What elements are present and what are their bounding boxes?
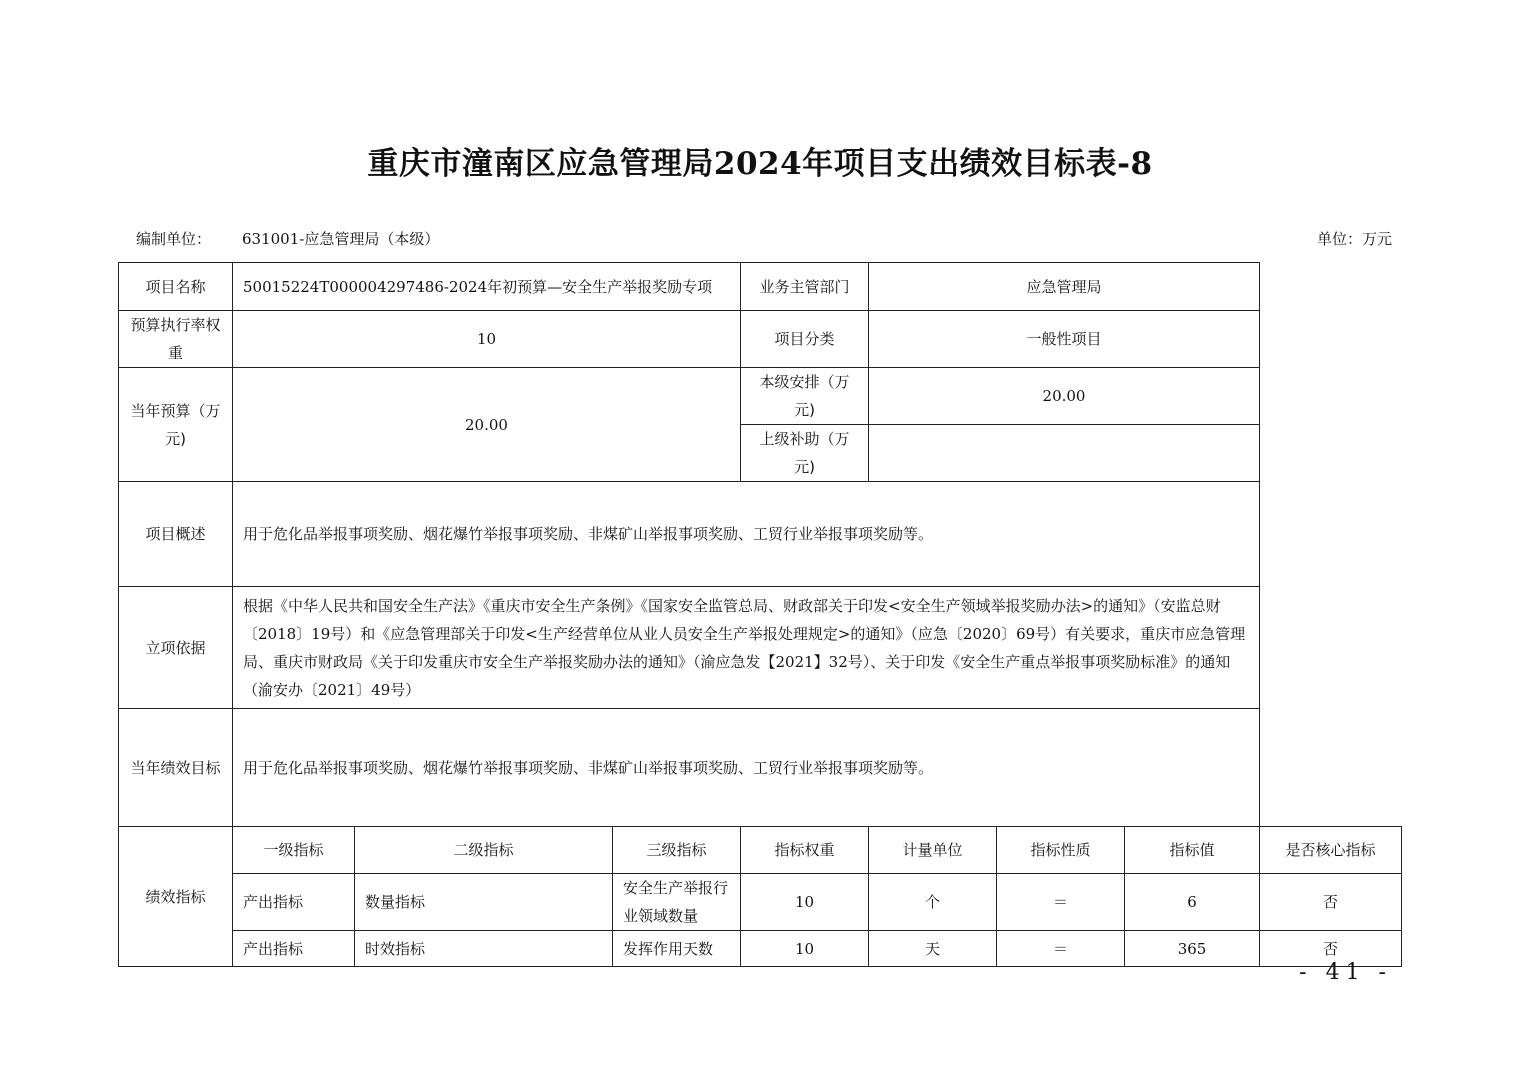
local-value: 20.00 xyxy=(869,368,1260,425)
basis-row xyxy=(119,587,1402,709)
header-level2: 二级指标 xyxy=(355,827,613,874)
exec-rate-label: 预算执行率权重 xyxy=(119,311,233,368)
compiler-unit-value: 631001-应急管理局（本级） xyxy=(242,230,440,248)
indicator-nature: ＝ xyxy=(997,874,1125,931)
overview-label: 项目概述 xyxy=(119,482,233,587)
page-title: 重庆市潼南区应急管理局2024年项目支出绩效目标表-8 xyxy=(367,146,1153,182)
indicator-core: 否 xyxy=(1260,874,1402,931)
header-core: 是否核心指标 xyxy=(1260,827,1402,874)
indicator-level2: 数量指标 xyxy=(355,874,613,931)
goal-label: 当年绩效目标 xyxy=(119,709,233,827)
project-name-value: 50015224T000004297486-2024年初预算—安全生产举报奖励专项 xyxy=(233,263,741,311)
table-row xyxy=(119,874,1402,931)
indicator-level3: 发挥作用天数 xyxy=(613,931,741,967)
indicator-core: 否 xyxy=(1260,931,1402,967)
indicator-header-row xyxy=(119,827,1402,874)
indicator-level2: 时效指标 xyxy=(355,931,613,967)
header-unit: 计量单位 xyxy=(869,827,997,874)
indicator-unit: 天 xyxy=(869,931,997,967)
table-row xyxy=(119,931,1402,967)
goal-value: 用于危化品举报事项奖励、烟花爆竹举报事项奖励、非煤矿山举报事项奖励、工贸行业举报事项奖励等。 xyxy=(233,709,1260,827)
page-number: - 41 - xyxy=(1299,960,1392,985)
category-value: 一般性项目 xyxy=(869,311,1260,368)
local-label: 本级安排（万元) xyxy=(741,368,869,425)
upper-value xyxy=(869,425,1260,482)
indicator-nature: ＝ xyxy=(997,931,1125,967)
indicator-weight: 10 xyxy=(741,874,869,931)
header-level1: 一级指标 xyxy=(233,827,355,874)
indicator-level1: 产出指标 xyxy=(233,874,355,931)
indicator-value: 6 xyxy=(1125,874,1260,931)
goal-row xyxy=(119,709,1402,827)
upper-label: 上级补助（万元) xyxy=(741,425,869,482)
indicators-label: 绩效指标 xyxy=(119,827,233,967)
dept-label: 业务主管部门 xyxy=(741,263,869,311)
category-label: 项目分类 xyxy=(741,311,869,368)
indicator-level3: 安全生产举报行业领域数量 xyxy=(613,874,741,931)
header-value: 指标值 xyxy=(1125,827,1260,874)
project-name-label: 项目名称 xyxy=(119,263,233,311)
header-level3: 三级指标 xyxy=(613,827,741,874)
overview-row xyxy=(119,482,1402,587)
project-name-row xyxy=(119,263,1402,311)
budget-row xyxy=(119,368,1402,425)
basis-label: 立项依据 xyxy=(119,587,233,709)
header-nature: 指标性质 xyxy=(997,827,1125,874)
performance-target-table xyxy=(118,262,1402,967)
budget-value: 20.00 xyxy=(233,368,741,482)
budget-label: 当年预算（万元) xyxy=(119,368,233,482)
currency-unit: 单位：万元 xyxy=(1316,230,1392,248)
compiler-unit-label: 编制单位： xyxy=(136,230,212,248)
indicator-level1: 产出指标 xyxy=(233,931,355,967)
indicator-unit: 个 xyxy=(869,874,997,931)
indicator-value: 365 xyxy=(1125,931,1260,967)
indicator-weight: 10 xyxy=(741,931,869,967)
header-weight: 指标权重 xyxy=(741,827,869,874)
exec-rate-row xyxy=(119,311,1402,368)
exec-rate-value: 10 xyxy=(233,311,741,368)
overview-value: 用于危化品举报事项奖励、烟花爆竹举报事项奖励、非煤矿山举报事项奖励、工贸行业举报事项奖励等。 xyxy=(233,482,1260,587)
dept-value: 应急管理局 xyxy=(869,263,1260,311)
basis-value: 根据《中华人民共和国安全生产法》《重庆市安全生产条例》《国家安全监管总局、财政部关于印发<安全生产领域举报奖励办法>的通知》（安监总财〔2018〕19号）和《应急管理部关于印发<生产经营单位从业人员安全生产举报处理规定>的通知》（应急〔2020〕69号）有关要求，重庆市应急管理局、重庆市财政局《关于印发重庆市安全生产举报奖励办法的通知》（渝应急发【2021】32号）、关于印发《安全生产重点举报事项奖励标准》的通知 （渝安办〔2021〕49号） xyxy=(233,587,1260,709)
